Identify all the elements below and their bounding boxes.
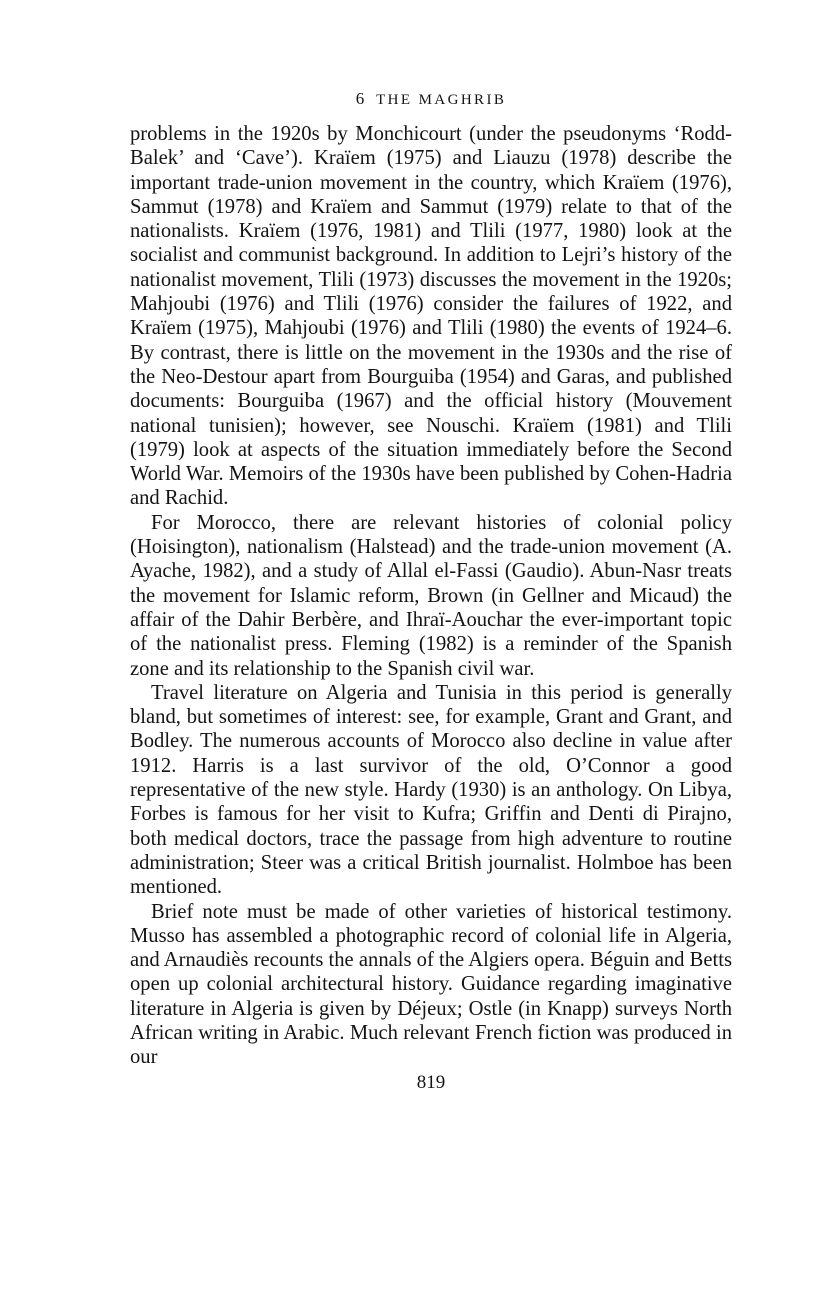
book-page [130,88,732,1095]
page-number: 819 [416,1071,446,1093]
paragraph-historical-testimony: Brief note must be made of other varieties of historical testimony. Musso has assembled a photographic record of colonial life in Algeria, and Arnaudiès recounts the annals of the Algiers opera. Béguin and Betts open up colonial architectural history. Guidance regarding imaginative literature in Algeria is given by Déjeux; Ostle (in Knapp) surveys North African writing in Arabic. Much relevant French fiction was produced in our [130,900,732,1069]
running-head-title: THE MAGHRIB [376,92,507,108]
paragraph-continued: problems in the 1920s by Monchicourt (under the pseudonyms ‘Rodd-Balek’ and ‘Cave’). Kraïem (1975) and Liauzu (1978) describe the important trade-union movement in the country, which Kraïem (1976), Sammut (1978) and Kraïem and Sammut (1979) relate to that of the nationalists. Kraïem (1976, 1981) and Tlili (1977, 1980) look at the socialist and communist background. In addition to Lejri’s history of the nationalist movement, Tlili (1973) discusses the movement in the 1920s; Mahjoubi (1976) and Tlili (1976) consider the failures of 1922, and Kraïem (1975), Mahjoubi (1976) and Tlili (1980) the events of 1924–6. By contrast, there is little on the movement in the 1930s and the rise of the Neo-Destour apart from Bourguiba (1954) and Garas, and published documents: Bourguiba (1967) and the official history (Mouvement national tunisien); however, see Nouschi. Kraïem (1981) and Tlili (1979) look at aspects of the situation immediately before the Second World War. Memoirs of the 1930s have been published by Cohen-Hadria and Rachid. [130,123,732,510]
paragraph-travel-literature: Travel literature on Algeria and Tunisia in this period is generally bland, but sometimes of interest: see, for example, Grant and Grant, and Bodley. The numerous accounts of Morocco also decline in value after 1912. Harris is a last survivor of the old, O’Connor a good representative of the new style. Hardy (1930) is an anthology. On Libya, Forbes is famous for her visit to Kufra; Griffin and Denti di Pirajno, both medical doctors, trace the passage from high adventure to routine administration; Steer was a critical British journalist. Holmboe has been mentioned. [130,681,732,899]
paragraph-morocco: For Morocco, there are relevant histories of colonial policy (Hoisington), nationalism (Halstead) and the trade-union movement (A. Ayache, 1982), and a study of Allal el-Fassi (Gaudio). Abun-Nasr treats the movement for Islamic reform, Brown (in Gellner and Micaud) the affair of the Dahir Berbère, and Ihraï-Aouchar the ever-important topic of the nationalist press. Fleming (1982) is a reminder of the Spanish zone and its relationship to the Spanish civil war. [130,511,732,680]
running-head [130,88,732,110]
running-head-folio: 6 [355,89,365,108]
body-text [130,122,732,1070]
